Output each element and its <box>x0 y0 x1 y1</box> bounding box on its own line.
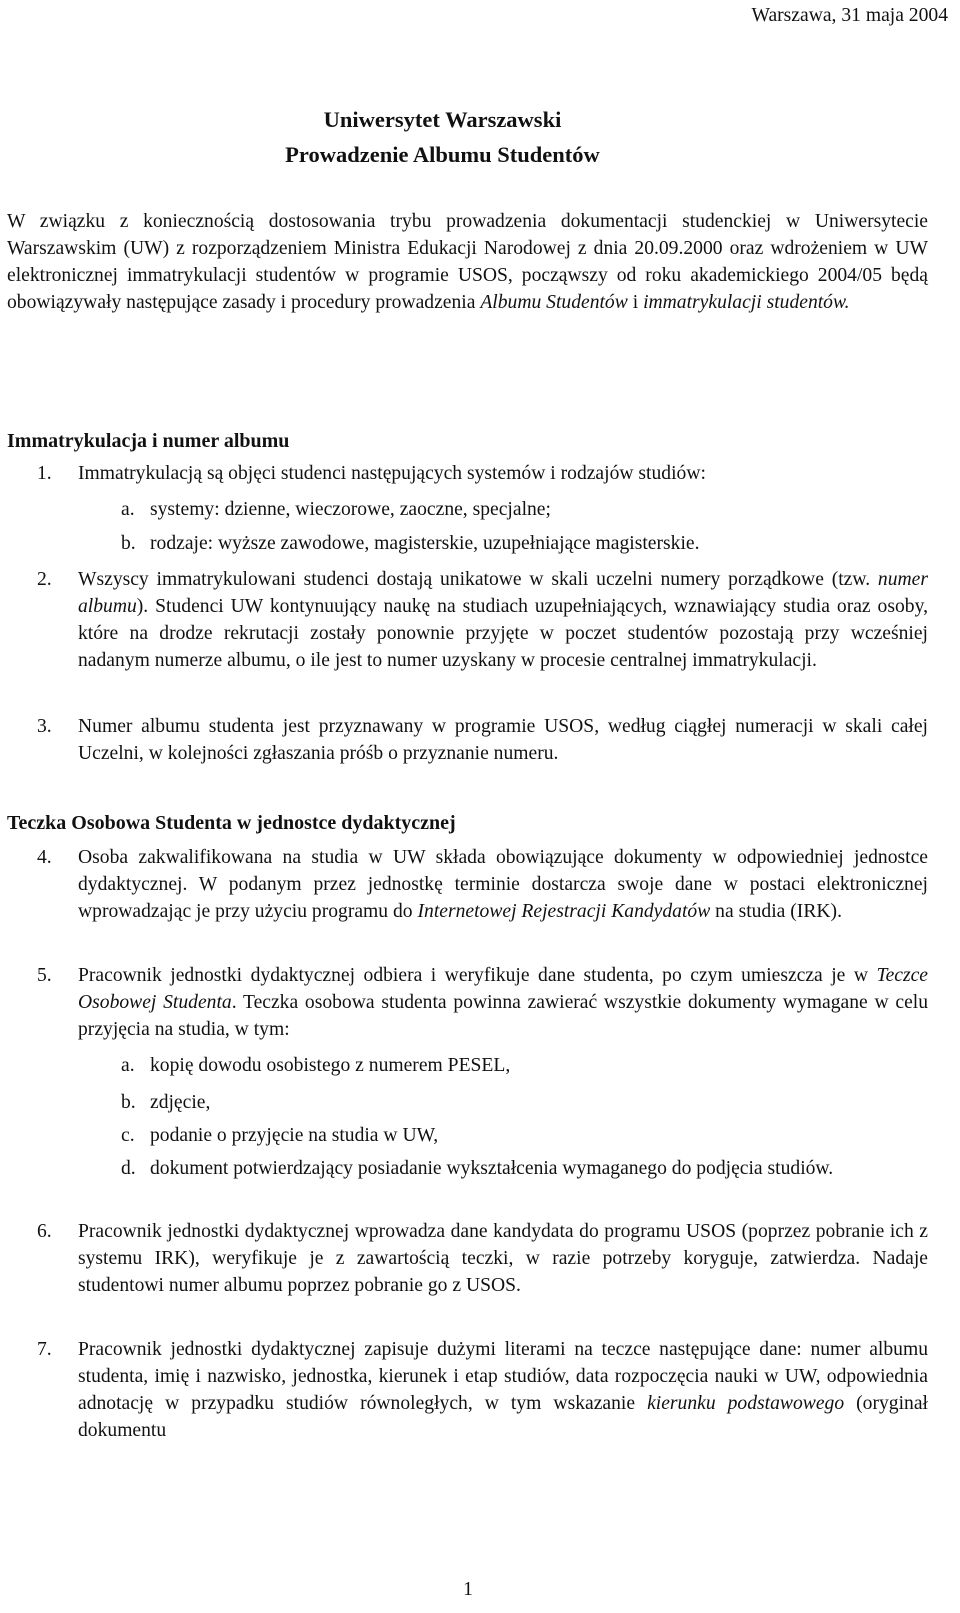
sub-item-letter: b. <box>121 533 136 554</box>
sub-item-d <box>78 1155 928 1182</box>
intro-paragraph <box>7 208 928 316</box>
item-number: 3. <box>37 716 52 737</box>
list-item-4 <box>7 844 928 925</box>
item-italic: kierunku podstawowego <box>647 1393 845 1414</box>
section-heading-immatrykulacja: Immatrykulacja i numer albumu <box>7 430 290 452</box>
sub-item-letter: d. <box>121 1158 136 1179</box>
intro-italic-album: Albumu Studentów <box>480 292 628 313</box>
list-item-1 <box>7 460 928 487</box>
sub-item-letter: b. <box>121 1092 136 1113</box>
list-item-6 <box>7 1218 928 1299</box>
item-italic: Teczce Osobowej Studenta <box>78 965 928 1013</box>
list-item-2 <box>7 566 928 674</box>
item-italic: Internetowej Rejestracji Kandydatów <box>417 901 711 922</box>
item-number: 4. <box>37 847 52 868</box>
item-text: Wszyscy immatrykulowani studenci dostają unikatowe w skali uczelni numery porządkowe (tzw. numer albumu). Studenci UW kontynuujący naukę na studiach uzupełniających, wznawiający studia oraz osoby, które na drodze rekrutacji zostały ponownie przyjęte w poczet studentów pozostają przy wcześniej nadanym numerze albumu, o ile jest to numer uzyskany w procesie centralnej immatrykulacji. <box>78 569 928 671</box>
sub-item-text: dokument potwierdzający posiadanie wykształcenia wymaganego do podjęcia studiów. <box>150 1158 834 1179</box>
item-text: Osoba zakwalifikowana na studia w UW składa obowiązujące dokumenty w odpowiedniej jednostce dydaktycznej. W podanym przez jednostkę terminie dostarcza swoje dane w postaci elektronicznej wprowadzając je przy użyciu programu do Internetowej Rejestracji Kandydatów na studia (IRK). <box>78 847 928 922</box>
sub-item-text: rodzaje: wyższe zawodowe, magisterskie, uzupełniające magisterskie. <box>150 533 700 554</box>
sub-item-a <box>78 496 928 523</box>
item-number: 6. <box>37 1221 52 1242</box>
item-text: Pracownik jednostki dydaktycznej wprowadza dane kandydata do programu USOS (poprzez pobranie ich z systemu IRK), weryfikuje je z zawartością teczki, w razie potrzeby koryguje, zatwierdza. Nadaje studentowi numer albumu poprzez pobranie go z USOS. <box>78 1221 928 1296</box>
intro-mid: i <box>627 292 644 313</box>
list-item-7 <box>7 1336 928 1444</box>
item-number: 1. <box>37 463 52 484</box>
item-number: 7. <box>37 1339 52 1360</box>
sub-item-text: podanie o przyjęcie na studia w UW, <box>150 1125 439 1146</box>
item-italic: numer albumu <box>78 569 928 617</box>
sub-item-text: kopię dowodu osobistego z numerem PESEL, <box>150 1055 511 1076</box>
sub-item-letter: c. <box>121 1125 135 1146</box>
document-title-university: Uniwersytet Warszawski <box>323 107 562 132</box>
page-number: 1 <box>463 1579 473 1600</box>
item-text: Pracownik jednostki dydaktycznej zapisuje dużymi literami na teczce następujące dane: numer albumu studenta, imię i nazwisko, jednostka, kierunek i etap studiów, data rozpoczęcia nauki w UW, odpowiednia adnotację w przypadku studiów równoległych, w tym wskazanie kierunku podstawowego (oryginał dokumentu <box>78 1339 928 1441</box>
sub-item-b <box>78 530 928 557</box>
document-title-subject: Prowadzenie Albumu Studentów <box>285 142 600 167</box>
intro-text: W związku z koniecznością dostosowania trybu prowadzenia dokumentacji studenckiej w Uniwersytecie Warszawskim (UW) z rozporządzeniem Ministra Edukacji Narodowej z dnia 20.09.2000 oraz wdrożeniem w UW elektronicznej immatrykulacji studentów w programie USOS, począwszy od roku akademickiego 2004/05 będą obowiązywały następujące zasady i procedury prowadzenia <box>7 211 928 313</box>
item-text: Numer albumu studenta jest przyznawany w programie USOS, według ciągłej numeracji w skali całej Uczelni, w kolejności zgłaszania próśb o przyznanie numeru. <box>78 716 928 764</box>
item-text: Immatrykulacją są objęci studenci następujących systemów i rodzajów studiów: <box>78 463 706 484</box>
sub-item-text: zdjęcie, <box>150 1092 211 1113</box>
sub-item-letter: a. <box>121 1055 135 1076</box>
item-number: 2. <box>37 569 52 590</box>
sub-item-c <box>78 1122 928 1149</box>
list-item-5 <box>7 962 928 1043</box>
document-date: Warszawa, 31 maja 2004 <box>751 5 948 26</box>
item-text: Pracownik jednostki dydaktycznej odbiera i weryfikuje dane studenta, po czym umieszcza je w Teczce Osobowej Studenta. Teczka osobowa studenta powinna zawierać wszystkie dokumenty wymagane w celu przyjęcia na studia, w tym: <box>78 965 929 1040</box>
sub-item-text: systemy: dzienne, wieczorowe, zaoczne, specjalne; <box>150 499 551 520</box>
sub-item-b <box>78 1089 928 1116</box>
list-item-3 <box>7 713 928 767</box>
section-heading-teczka: Teczka Osobowa Studenta w jednostce dydaktycznej <box>7 812 456 834</box>
sub-item-letter: a. <box>121 499 135 520</box>
item-number: 5. <box>37 965 52 986</box>
sub-item-a <box>78 1052 928 1079</box>
intro-italic-immatrykulacja: immatrykulacji studentów. <box>643 292 850 313</box>
